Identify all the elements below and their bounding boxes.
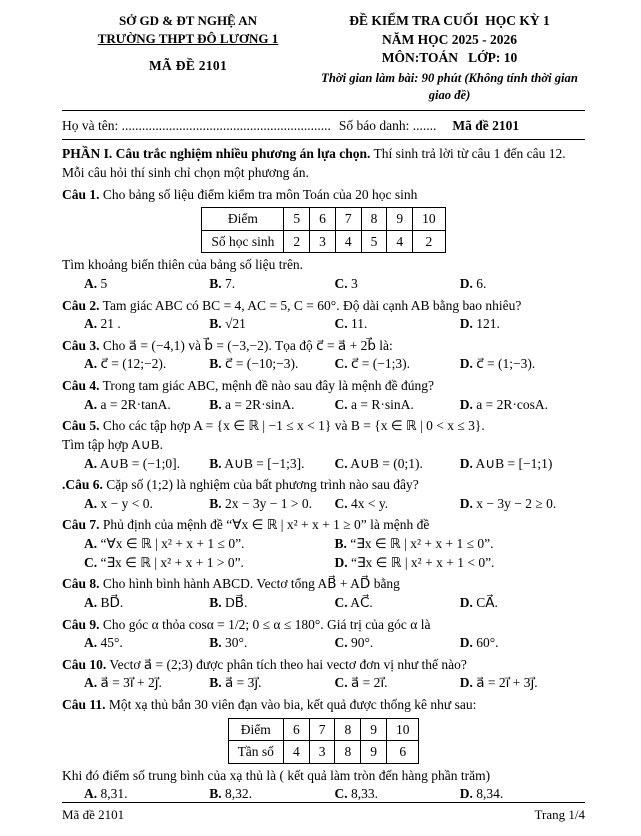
option-text: 4x < y. — [347, 495, 389, 511]
option-key: C. — [334, 786, 348, 802]
question-6 — [62, 476, 585, 513]
table-cell: 7 — [335, 208, 361, 231]
option-c — [335, 355, 460, 374]
option-text: c⃗ = (−10;−3). — [221, 356, 299, 372]
candidate-number-field: Số báo danh: ....... — [338, 117, 437, 133]
option-key: D. — [459, 316, 473, 332]
table-cell: 6 — [386, 741, 419, 764]
question-stem — [62, 417, 585, 436]
question-stem — [62, 696, 585, 715]
question-stem — [62, 377, 585, 396]
option-text: x − 3y − 2 ≥ 0. — [472, 495, 557, 511]
table-cell: 3 — [309, 741, 335, 764]
footer-page-number: Trang 1/4 — [534, 807, 585, 823]
exam-duration: Thời gian làm bài: 90 phút (Không tính thời gian giao đề) — [321, 70, 578, 103]
question-number: Câu 8. — [62, 576, 100, 592]
option-d — [460, 396, 585, 415]
question-number: .Câu 6. — [62, 477, 103, 493]
options-grid — [62, 455, 585, 474]
question-text: Cho a⃗ = (−4,1) và b⃗ = (−3,−2). Tọa độ c⃗ = a⃗ + 2b⃗ là: — [99, 337, 393, 353]
question-stem — [62, 516, 585, 535]
question-stem — [62, 616, 585, 635]
score-frequency-table — [201, 207, 445, 253]
option-key: B. — [209, 594, 222, 610]
option-text: x − y < 0. — [97, 495, 153, 511]
option-a — [84, 495, 209, 514]
question-followup: Tìm khoảng biến thiên của bảng số liệu trên. — [62, 257, 304, 273]
question-text: Một xạ thủ bắn 30 viên đạn vào bia, kết quả được thống kê như sau: — [105, 697, 477, 712]
option-text: 5 — [97, 275, 108, 291]
option-text: a⃗ = 3j⃗. — [221, 675, 262, 691]
option-key: A. — [84, 536, 98, 551]
header-divider — [62, 110, 585, 111]
option-text: 8,33. — [347, 786, 378, 802]
option-text: 7. — [221, 275, 236, 291]
table-cell: 9 — [361, 718, 387, 741]
option-c — [335, 674, 460, 693]
option-key: A. — [84, 275, 98, 291]
page-footer — [62, 802, 585, 824]
option-key: B. — [209, 396, 222, 412]
option-text: 45°. — [97, 635, 123, 651]
school-year: NĂM HỌC 2025 - 2026 — [382, 31, 517, 47]
question-11 — [62, 696, 585, 804]
candidate-info-line — [62, 117, 585, 140]
option-text: 11. — [347, 316, 368, 332]
question-7 — [62, 516, 585, 572]
option-key: C. — [334, 495, 348, 511]
option-key: B. — [209, 356, 222, 372]
option-text: A∪B = (0;1). — [347, 455, 423, 471]
option-key: C. — [334, 356, 348, 372]
option-b — [209, 634, 334, 653]
option-a — [84, 315, 209, 334]
question-1 — [62, 186, 585, 294]
options-grid — [62, 535, 585, 572]
option-text: “∃x ∈ ℝ | x² + x + 1 ≤ 0”. — [346, 536, 494, 551]
option-d — [460, 355, 585, 374]
options-grid — [62, 315, 585, 334]
option-text: c⃗ = (12;−2). — [97, 356, 167, 372]
option-key: B. — [209, 455, 222, 471]
option-key: D. — [459, 635, 473, 651]
info-divider — [62, 139, 585, 140]
question-10 — [62, 656, 585, 693]
option-b — [209, 396, 334, 415]
option-text: a⃗ = 2i⃗. — [347, 675, 388, 691]
option-text: a⃗ = 3i⃗ + 2j⃗. — [97, 675, 162, 691]
table-cell: 2 — [284, 230, 310, 253]
table-cell: Điểm — [228, 718, 283, 741]
question-number: Câu 4. — [62, 378, 100, 393]
option-key: D. — [459, 455, 473, 471]
question-text: Trong tam giác ABC, mệnh đề nào sau đây là mệnh đề đúng? — [99, 378, 434, 393]
question-text: Vectơ a⃗ = (2;3) được phân tích theo hai vectơ đơn vị như thế nào? — [106, 656, 467, 672]
question-text: Cho bảng số liệu điểm kiểm tra môn Toán của 20 học sinh — [99, 186, 418, 202]
table-cell: 7 — [309, 718, 335, 741]
option-b — [209, 315, 334, 334]
question-text: Cho hình bình hành ABCD. Vectơ tổng AB⃗ + AD⃗ bằng — [99, 576, 400, 592]
option-a — [84, 455, 209, 474]
table-cell: Số học sinh — [202, 230, 284, 253]
table-cell: Điểm — [202, 208, 284, 231]
table-row — [202, 208, 445, 231]
option-text: 6. — [472, 275, 487, 291]
option-text: A∪B = (−1;0]. — [97, 455, 180, 471]
option-text: 90°. — [347, 635, 374, 651]
question-number: Câu 9. — [62, 616, 100, 632]
option-key: A. — [84, 594, 98, 610]
option-b — [209, 674, 334, 693]
option-text: a = 2R·tanA. — [97, 396, 171, 412]
shooting-frequency-table — [228, 718, 420, 764]
table-cell: 9 — [361, 741, 387, 764]
question-number: Câu 3. — [62, 337, 100, 353]
table-cell: 3 — [310, 230, 336, 253]
option-d — [460, 594, 585, 613]
option-b — [209, 355, 334, 374]
table-cell: 2 — [413, 230, 446, 253]
option-key: C. — [334, 275, 348, 291]
option-b — [209, 275, 334, 294]
options-grid — [62, 355, 585, 374]
options-grid — [62, 594, 585, 613]
option-c — [335, 594, 460, 613]
option-key: B. — [209, 786, 222, 802]
option-d — [460, 315, 585, 334]
option-d — [460, 634, 585, 653]
option-text: A∪B = [−1;1) — [472, 455, 553, 471]
option-text: DB⃗. — [221, 594, 248, 610]
table-cell: Tần số — [228, 741, 283, 764]
question-number: Câu 5. — [62, 418, 100, 434]
option-text: AC⃗. — [347, 594, 373, 610]
question-stem — [62, 297, 585, 316]
option-key: A. — [84, 396, 98, 412]
option-text: c⃗ = (1;−3). — [472, 356, 536, 372]
question-text: Cho các tập hợp A = {x ∈ ℝ | −1 ≤ x < 1} và B = {x ∈ ℝ | 0 < x ≤ 3}. — [99, 418, 485, 434]
option-a — [84, 594, 209, 613]
table-cell: 6 — [310, 208, 336, 231]
option-key: C. — [334, 594, 348, 610]
option-key: D. — [459, 675, 473, 691]
option-key: B. — [209, 316, 222, 332]
subject-grade: MÔN:TOÁN LỚP: 10 — [381, 50, 518, 66]
options-grid — [62, 275, 585, 294]
option-a — [84, 355, 209, 374]
option-c — [335, 396, 460, 415]
option-b — [209, 495, 334, 514]
options-grid — [62, 396, 585, 415]
option-key: D. — [459, 786, 473, 802]
option-key: D. — [459, 495, 473, 511]
option-text: a⃗ = 2i⃗ + 3j⃗. — [472, 675, 538, 691]
question-stem — [62, 337, 585, 356]
question-text: Cặp số (1;2) là nghiệm của bất phương trình nào sau đây? — [102, 477, 419, 493]
department-name: SỞ GD & ĐT NGHỆ AN — [118, 13, 258, 28]
table-cell: 4 — [283, 741, 309, 764]
option-text: √21 — [221, 316, 246, 332]
option-b — [209, 594, 334, 613]
option-key: D. — [334, 554, 348, 570]
option-c — [335, 315, 460, 334]
option-key: B. — [209, 275, 222, 291]
question-stem — [62, 575, 585, 594]
option-text: A∪B = [−1;3]. — [221, 455, 305, 471]
option-key: C. — [334, 675, 348, 691]
question-text: Tam giác ABC có BC = 4, AC = 5, C = 60°. Độ dài cạnh AB bằng bao nhiêu? — [99, 297, 522, 313]
option-key: A. — [84, 356, 98, 372]
option-text: “∃x ∈ ℝ | x² + x + 1 < 0”. — [347, 554, 495, 570]
option-c — [335, 275, 460, 294]
table-row — [228, 718, 419, 741]
option-key: B. — [334, 536, 347, 551]
exam-title: ĐỀ KIỂM TRA CUỐI HỌC KỲ 1 — [349, 13, 550, 28]
options-grid — [62, 634, 585, 653]
option-text: 3 — [347, 275, 358, 291]
option-a — [84, 634, 209, 653]
option-d — [460, 495, 585, 514]
option-d — [460, 275, 585, 294]
part1-heading — [62, 145, 585, 182]
option-text: a = 2R·cosA. — [472, 396, 548, 412]
option-key: A. — [84, 495, 98, 511]
option-key: C. — [84, 554, 98, 570]
option-key: C. — [334, 635, 348, 651]
option-b — [209, 455, 334, 474]
header-left-block — [62, 12, 314, 76]
table-cell: 4 — [387, 230, 413, 253]
option-text: c⃗ = (−1;3). — [347, 356, 411, 372]
option-key: B. — [209, 635, 222, 651]
question-2 — [62, 297, 585, 334]
option-key: D. — [459, 275, 473, 291]
question-stem — [62, 656, 585, 675]
table-cell: 8 — [361, 208, 387, 231]
option-d — [460, 674, 585, 693]
option-text: 8,32. — [221, 786, 253, 802]
question-5 — [62, 417, 585, 473]
question-number: Câu 2. — [62, 297, 100, 313]
option-a — [84, 674, 209, 693]
question-3 — [62, 337, 585, 374]
option-text: a = R·sinA. — [347, 396, 414, 412]
exam-header — [62, 12, 585, 105]
option-d — [460, 455, 585, 474]
option-c — [335, 634, 460, 653]
option-key: A. — [84, 675, 98, 691]
question-number: Câu 11. — [62, 697, 106, 712]
option-key: C. — [334, 316, 348, 332]
option-key: D. — [459, 396, 473, 412]
option-key: A. — [84, 635, 98, 651]
question-8 — [62, 575, 585, 612]
option-text: 8,31. — [97, 786, 128, 802]
option-key: C. — [334, 396, 348, 412]
table-cell: 10 — [386, 718, 419, 741]
question-number: Câu 10. — [62, 656, 107, 672]
table-cell: 5 — [284, 208, 310, 231]
table-cell: 8 — [335, 741, 361, 764]
option-text: 2x − 3y − 1 > 0. — [221, 495, 312, 511]
school-name: TRƯỜNG THPT ĐÔ LƯƠNG 1 — [97, 30, 279, 46]
part1-description: Thí sinh trả lời từ câu 1 đến câu 12. Mỗi câu hỏi thí sinh chỉ chọn một phương án. — [62, 146, 566, 180]
option-key: B. — [209, 675, 222, 691]
option-d — [335, 554, 586, 573]
table-cell: 5 — [361, 230, 387, 253]
header-right-block — [314, 12, 585, 105]
options-grid — [62, 495, 585, 514]
exam-code-label: Mã đề 2101 — [452, 117, 520, 133]
question-9 — [62, 616, 585, 653]
exam-code: MÃ ĐỀ 2101 — [149, 57, 227, 73]
footer-exam-code: Mã đề 2101 — [62, 807, 125, 823]
part1-title: PHẦN I. Câu trắc nghiệm nhiều phương án lựa chọn. — [62, 146, 371, 162]
option-text: BD⃗. — [97, 594, 124, 610]
option-c — [335, 455, 460, 474]
table-cell: 6 — [283, 718, 309, 741]
option-text: 121. — [472, 316, 500, 332]
option-text: “∀x ∈ ℝ | x² + x + 1 ≤ 0”. — [97, 536, 245, 551]
option-c — [335, 495, 460, 514]
option-a — [84, 535, 335, 554]
options-grid — [62, 674, 585, 693]
option-key: D. — [459, 594, 473, 610]
table-row — [228, 741, 419, 764]
option-key: B. — [209, 495, 222, 511]
table-cell: 4 — [335, 230, 361, 253]
question-number: Câu 7. — [62, 517, 100, 533]
table-row — [202, 230, 445, 253]
question-stem — [62, 476, 585, 495]
question-4 — [62, 377, 585, 414]
table-cell: 9 — [387, 208, 413, 231]
option-text: “∃x ∈ ℝ | x² + x + 1 > 0”. — [97, 554, 244, 570]
question-text: Cho góc α thỏa cosα = 1/2; 0 ≤ α ≤ 180°. Giá trị của góc α là — [99, 616, 431, 632]
option-b — [335, 535, 586, 554]
option-key: C. — [334, 455, 348, 471]
option-a — [84, 396, 209, 415]
question-followup: Khi đó điểm số trung bình của xạ thủ là ( kết quả làm tròn đến hàng phần trăm) — [62, 767, 491, 783]
option-text: 21 . — [97, 316, 121, 332]
option-c — [84, 554, 335, 573]
option-key: D. — [459, 356, 473, 372]
option-key: A. — [84, 786, 98, 802]
option-text: 30°. — [221, 635, 248, 651]
option-a — [84, 275, 209, 294]
table-cell: 10 — [413, 208, 446, 231]
student-name-field: Họ và tên: .............................................................. — [62, 117, 331, 133]
option-text: CA⃗. — [472, 594, 498, 610]
option-text: 60°. — [472, 635, 499, 651]
option-key: A. — [84, 455, 98, 471]
question-number: Câu 1. — [62, 186, 100, 202]
option-key: A. — [84, 316, 98, 332]
option-text: 8,34. — [472, 786, 504, 802]
question-followup: Tìm tập hợp A∪B. — [62, 436, 164, 452]
question-text: Phủ định của mệnh đề “∀x ∈ ℝ | x² + x + 1 ≥ 0” là mệnh đề — [99, 517, 430, 533]
table-cell: 8 — [335, 718, 361, 741]
option-text: a = 2R·sinA. — [221, 396, 295, 412]
question-stem — [62, 186, 585, 205]
